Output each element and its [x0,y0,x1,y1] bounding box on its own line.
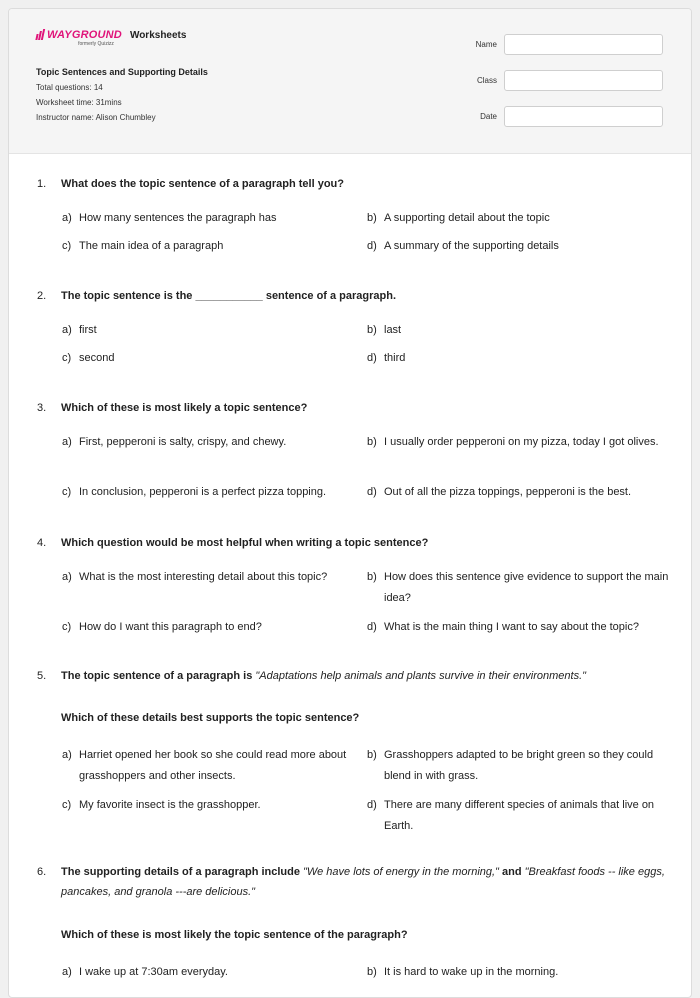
option-letter: b) [367,212,377,224]
option-letter: a) [62,966,72,978]
option-text: How does this sentence give evidence to support the main idea? [384,571,669,604]
option-letter: c) [62,799,72,811]
question-text: The topic sentence is the ___________ sentence of a paragraph. [61,290,397,302]
question-text: Which question would be most helpful when writing a topic sentence? [61,537,429,549]
class-label: Class [476,76,497,85]
question-number: 5. [37,670,47,682]
class-field-row [457,70,663,91]
option-letter: a) [62,571,72,583]
option-text: What is the main thing I want to say about the topic? [384,621,639,633]
option-a[interactable] [62,745,352,787]
option-d[interactable] [367,348,672,369]
option-c[interactable] [62,236,352,257]
logo-bars-icon [36,30,45,40]
option-letter: c) [62,486,72,498]
option-b[interactable] [367,208,672,229]
question-number: 4. [37,537,47,549]
logo-subtext: formerly Quizizz [78,41,114,47]
question-number: 3. [37,402,47,414]
option-letter: d) [367,486,377,498]
option-letter: b) [367,436,377,448]
question-number: 1. [37,178,47,190]
wayground-logo [36,29,122,47]
question-text-quote-1: "We have lots of energy in the morning," [303,866,499,878]
question-text: What does the topic sentence of a paragraph tell you? [61,178,344,190]
option-text: Harriet opened her book so she could read more about grasshoppers and other insects. [79,749,347,782]
worksheet-time: Worksheet time: 31mins [36,98,122,107]
option-letter: d) [367,240,377,252]
question-text [61,862,671,902]
option-text: I wake up at 7:30am everyday. [79,966,228,978]
option-b[interactable] [367,320,672,341]
option-c[interactable] [62,795,352,816]
date-field-row [457,106,663,127]
date-label: Date [480,112,497,121]
option-text: The main idea of a paragraph [79,240,224,252]
option-text: I usually order pepperoni on my pizza, today I got olives. [384,436,659,448]
option-letter: c) [62,240,72,252]
option-a[interactable] [62,208,352,229]
option-text: Out of all the pizza toppings, pepperoni is the best. [384,486,632,498]
worksheet-title: Topic Sentences and Supporting Details [36,67,208,77]
option-text: My favorite insect is the grasshopper. [79,799,261,811]
option-text: Grasshoppers adapted to be bright green so they could blend in with grass. [384,749,654,782]
option-letter: b) [367,966,377,978]
option-a[interactable] [62,432,352,453]
option-d[interactable] [367,617,672,638]
question-text-bold: The topic sentence of a paragraph is [61,670,256,682]
option-text: A summary of the supporting details [384,240,559,252]
option-letter: d) [367,621,377,633]
option-letter: b) [367,324,377,336]
question-subquestion: Which of these details best supports the topic sentence? [61,712,360,724]
option-text: First, pepperoni is salty, crispy, and chewy. [79,436,287,448]
option-a[interactable] [62,962,352,983]
option-d[interactable] [367,482,672,503]
option-b[interactable] [367,962,672,983]
question-number: 6. [37,866,47,878]
option-text: There are many different species of animals that live on Earth. [384,799,655,832]
option-d[interactable] [367,795,672,837]
option-letter: a) [62,749,72,761]
option-c[interactable] [62,348,352,369]
class-input[interactable] [504,70,663,91]
option-text: How do I want this paragraph to end? [79,621,262,633]
option-a[interactable] [62,567,352,588]
worksheet-meta [36,67,208,128]
option-text: first [79,324,97,336]
option-text: What is the most interesting detail about this topic? [79,571,328,583]
name-field-row [457,34,663,55]
option-text: third [384,352,406,364]
option-letter: b) [367,749,377,761]
option-c[interactable] [62,617,352,638]
name-input[interactable] [504,34,663,55]
option-a[interactable] [62,320,352,341]
option-c[interactable] [62,482,352,503]
instructor-name: Instructor name: Alison Chumbley [36,113,156,122]
question-text-and: and [498,866,525,878]
brand [36,29,186,47]
option-d[interactable] [367,236,672,257]
option-b[interactable] [367,567,672,609]
worksheet-page [8,8,692,998]
question-text: Which of these is most likely a topic sentence? [61,402,308,414]
option-letter: c) [62,621,72,633]
option-letter: c) [62,352,72,364]
option-letter: d) [367,799,377,811]
option-text: last [384,324,402,336]
option-b[interactable] [367,745,672,787]
question-text-quote: "Adaptations help animals and plants survive in their environments." [255,670,587,682]
brand-name: Worksheets [129,30,187,41]
date-input[interactable] [504,106,663,127]
question-text-bold: The supporting details of a paragraph include [61,866,304,878]
question-number: 2. [37,290,47,302]
option-letter: a) [62,436,72,448]
option-b[interactable] [367,432,672,453]
option-text: In conclusion, pepperoni is a perfect pizza topping. [79,486,327,498]
worksheet-header [9,9,691,154]
name-label: Name [475,40,497,49]
option-letter: b) [367,571,377,583]
option-letter: a) [62,324,72,336]
option-text: It is hard to wake up in the morning. [384,966,559,978]
option-text: second [79,352,115,364]
logo-text: WAYGROUND [47,29,122,41]
question-text-quote-2: "Breakfast foods -- like eggs, pancakes, and granola ---are delicious." [61,866,665,898]
total-questions: Total questions: 14 [36,83,103,92]
question-subquestion: Which of these is most likely the topic sentence of the paragraph? [61,929,408,941]
option-letter: a) [62,212,72,224]
option-text: A supporting detail about the topic [384,212,550,224]
option-letter: d) [367,352,377,364]
question-text [61,666,671,686]
option-text: How many sentences the paragraph has [79,212,277,224]
